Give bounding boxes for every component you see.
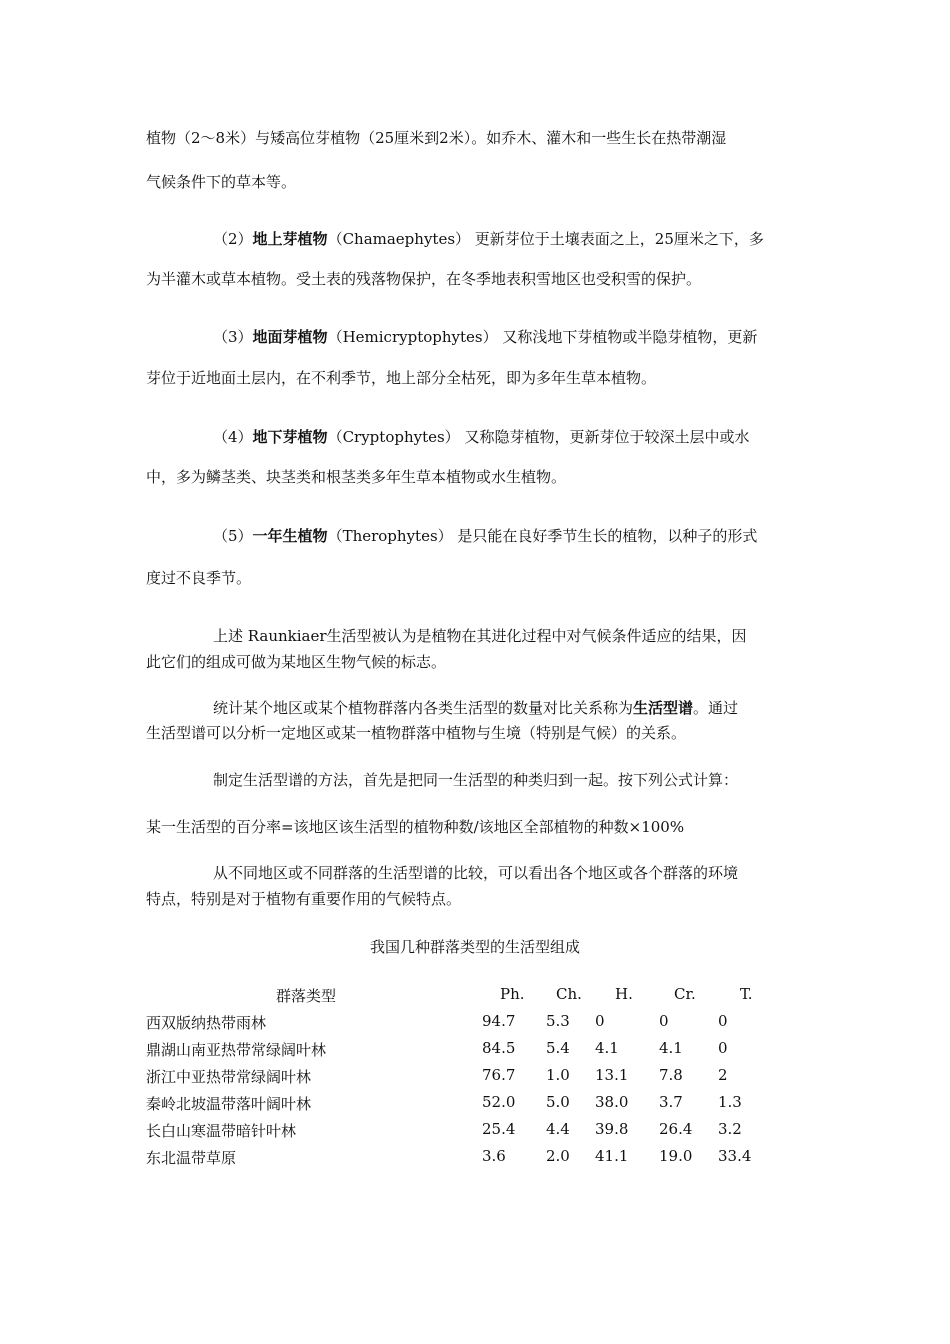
table-title: 我国几种群落类型的生活型组成 bbox=[369, 938, 580, 956]
header-ch: Ch. bbox=[556, 985, 582, 1003]
paragraph-text: （Chamaephytes） 更新芽位于土壤表面之上，25厘米之下，多 bbox=[327, 230, 764, 248]
cell-ph: 25.4 bbox=[482, 1120, 516, 1138]
cell-h: 41.1 bbox=[595, 1147, 629, 1165]
cell-cr: 26.4 bbox=[659, 1120, 693, 1138]
item-number: （4） bbox=[213, 428, 253, 446]
paragraph-text: （Therophytes） 是只能在良好季节生长的植物，以种子的形式 bbox=[327, 527, 758, 545]
paragraph-chamaephytes bbox=[213, 228, 764, 249]
paragraph-line: 制定生活型谱的方法，首先是把同一生活型的种类归到一起。按下列公式计算： bbox=[213, 771, 739, 789]
paragraph-line: 特点，特别是对于植物有重要作用的气候特点。 bbox=[146, 890, 462, 908]
term-bold: 生活型谱 bbox=[633, 699, 694, 717]
paragraph-line: 中，多为鳞茎类、块茎类和根茎类多年生草本植物或水生植物。 bbox=[146, 468, 567, 486]
term-bold: 地上芽植物 bbox=[252, 230, 328, 248]
formula-line: 某一生活型的百分率=该地区该生活型的植物种数/该地区全部植物的种数×100% bbox=[146, 818, 685, 836]
cell-h: 38.0 bbox=[595, 1093, 629, 1111]
cell-ph: 84.5 bbox=[482, 1039, 516, 1057]
paragraph-cryptophytes bbox=[213, 426, 749, 447]
cell-ch: 4.4 bbox=[546, 1120, 570, 1138]
paragraph-line: 度过不良季节。 bbox=[146, 569, 252, 587]
paragraph-line: 芽位于近地面土层内，在不利季节，地上部分全枯死，即为多年生草本植物。 bbox=[146, 369, 657, 387]
item-number: （3） bbox=[213, 328, 253, 346]
paragraph-line: 植物（2～8米）与矮高位芽植物（25厘米到2米）。如乔木、灌木和一些生长在热带潮湿 bbox=[146, 129, 727, 147]
paragraph-line: 从不同地区或不同群落的生活型谱的比较，可以看出各个地区或各个群落的环境 bbox=[213, 864, 739, 882]
cell-ph: 52.0 bbox=[482, 1093, 516, 1111]
cell-t: 3.2 bbox=[718, 1120, 742, 1138]
header-t: T. bbox=[740, 985, 753, 1003]
cell-community: 浙江中亚热带常绿阔叶林 bbox=[146, 1068, 312, 1086]
paragraph-line: 上述 Raunkiaer生活型被认为是植物在其进化过程中对气候条件适应的结果，因 bbox=[213, 627, 747, 645]
cell-ch: 5.3 bbox=[546, 1012, 570, 1030]
paragraph-line: 为半灌木或草本植物。受土表的残落物保护，在冬季地表积雪地区也受积雪的保护。 bbox=[146, 270, 702, 288]
cell-cr: 4.1 bbox=[659, 1039, 683, 1057]
cell-community: 西双版纳热带雨林 bbox=[146, 1014, 267, 1032]
paragraph-text: （Hemicryptophytes） 又称浅地下芽植物或半隐芽植物，更新 bbox=[327, 328, 758, 346]
cell-h: 13.1 bbox=[595, 1066, 629, 1084]
paragraph-text: 。通过 bbox=[693, 699, 739, 717]
cell-h: 4.1 bbox=[595, 1039, 619, 1057]
cell-cr: 3.7 bbox=[659, 1093, 683, 1111]
cell-community: 鼎湖山南亚热带常绿阔叶林 bbox=[146, 1041, 327, 1059]
paragraph-line: 此它们的组成可做为某地区生物气候的标志。 bbox=[146, 653, 447, 671]
cell-t: 0 bbox=[718, 1039, 728, 1057]
term-bold: 一年生植物 bbox=[252, 527, 328, 545]
cell-t: 1.3 bbox=[718, 1093, 742, 1111]
header-h: H. bbox=[615, 985, 633, 1003]
cell-ph: 76.7 bbox=[482, 1066, 516, 1084]
term-bold: 地下芽植物 bbox=[252, 428, 328, 446]
header-community-type: 群落类型 bbox=[276, 987, 337, 1005]
cell-community: 秦岭北坡温带落叶阔叶林 bbox=[146, 1095, 312, 1113]
cell-cr: 0 bbox=[659, 1012, 669, 1030]
paragraph-life-form-spectrum bbox=[213, 697, 738, 718]
cell-ch: 1.0 bbox=[546, 1066, 570, 1084]
paragraph-text: 统计某个地区或某个植物群落内各类生活型的数量对比关系称为 bbox=[213, 699, 634, 717]
paragraph-line: 生活型谱可以分析一定地区或某一植物群落中植物与生境（特别是气候）的关系。 bbox=[146, 724, 687, 742]
cell-ph: 3.6 bbox=[482, 1147, 506, 1165]
header-cr: Cr. bbox=[674, 985, 696, 1003]
cell-t: 33.4 bbox=[718, 1147, 752, 1165]
cell-t: 2 bbox=[718, 1066, 728, 1084]
cell-cr: 19.0 bbox=[659, 1147, 693, 1165]
paragraph-text: （Cryptophytes） 又称隐芽植物，更新芽位于较深土层中或水 bbox=[327, 428, 750, 446]
cell-t: 0 bbox=[718, 1012, 728, 1030]
cell-ph: 94.7 bbox=[482, 1012, 516, 1030]
cell-ch: 5.0 bbox=[546, 1093, 570, 1111]
cell-h: 0 bbox=[595, 1012, 605, 1030]
paragraph-therophytes bbox=[213, 525, 757, 546]
cell-ch: 5.4 bbox=[546, 1039, 570, 1057]
header-ph: Ph. bbox=[500, 985, 525, 1003]
cell-ch: 2.0 bbox=[546, 1147, 570, 1165]
term-bold: 地面芽植物 bbox=[252, 328, 328, 346]
item-number: （2） bbox=[213, 230, 253, 248]
cell-cr: 7.8 bbox=[659, 1066, 683, 1084]
cell-h: 39.8 bbox=[595, 1120, 629, 1138]
paragraph-hemicryptophytes bbox=[213, 326, 757, 347]
cell-community: 长白山寒温带暗针叶林 bbox=[146, 1122, 297, 1140]
item-number: （5） bbox=[213, 527, 253, 545]
paragraph-line: 气候条件下的草本等。 bbox=[146, 173, 297, 191]
cell-community: 东北温带草原 bbox=[146, 1149, 237, 1167]
